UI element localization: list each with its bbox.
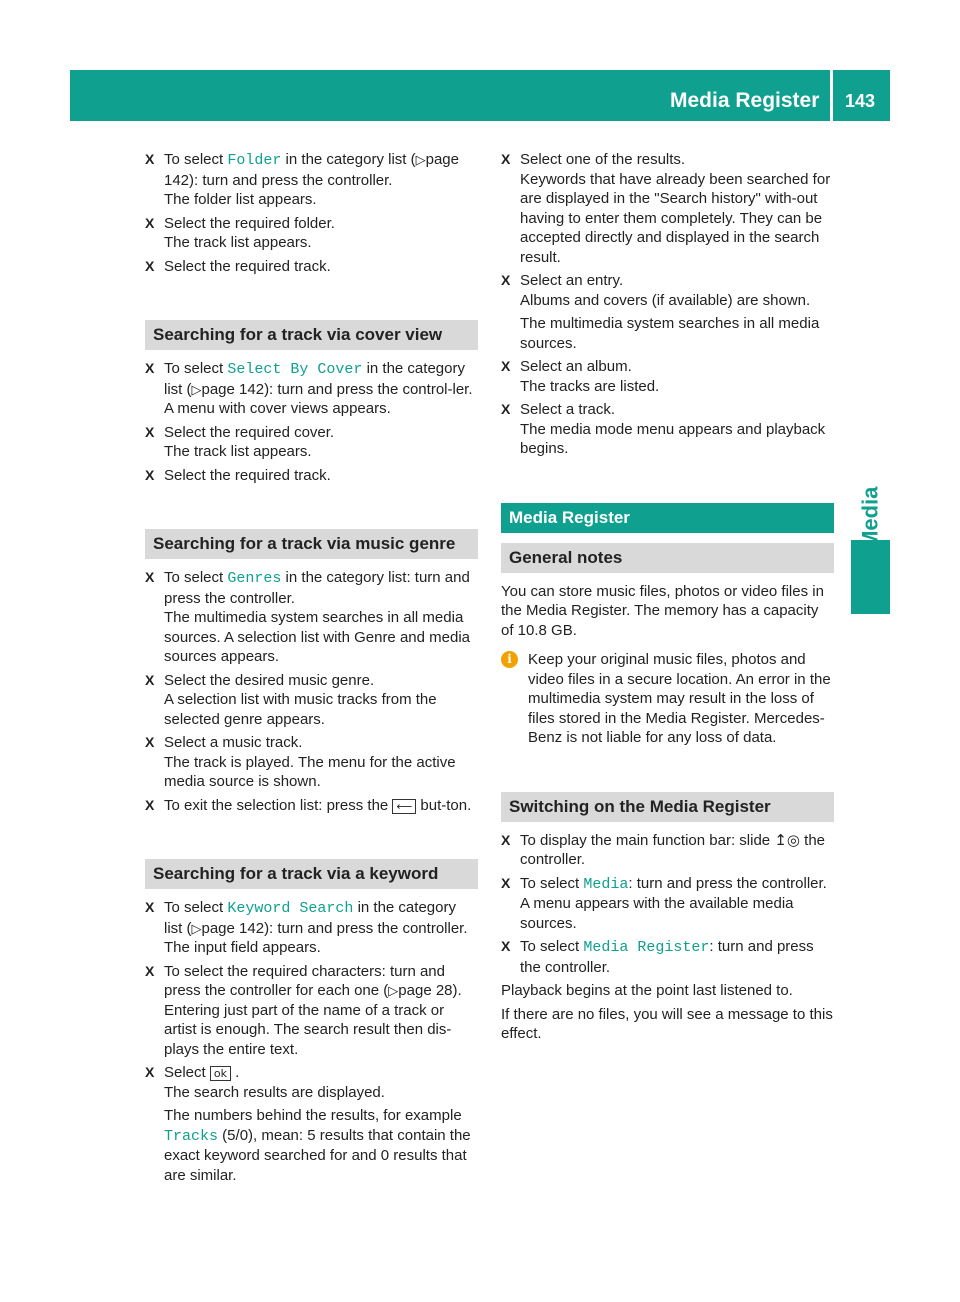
step-bullet-icon: X (501, 401, 511, 417)
step: X To exit the selection list: press the ⟵ but-ton. (145, 796, 472, 814)
page-ref-icon: ▷ (191, 381, 202, 397)
step-bullet-icon: X (145, 466, 155, 483)
page-title: Media Register (670, 89, 820, 112)
side-tab (851, 420, 890, 615)
right-column (501, 150, 834, 1048)
step: X To select Genres in the category list: turn and press the controller. The multimedia system searches in all media sources. A selection list with Genre and media sources appears. (145, 569, 470, 665)
step: X To select Keyword Search in the category list (▷page 142): turn and press the controller. The input field appears. (145, 899, 468, 956)
body-paragraph: Playback begins at the point last listened to. (501, 982, 793, 999)
section-heading: Searching for a track via music genre (145, 529, 478, 559)
step: X To select the required characters: turn and press the controller for each one (▷page 28). Entering just part of the name of a track or artist is enough. The search result then dis-plays the entire text. (145, 962, 462, 1058)
menu-item-media: Media (583, 875, 629, 893)
menu-item-select-by-cover: Select By Cover (227, 361, 363, 378)
menu-item-folder: Folder (227, 152, 282, 169)
step: X To select Media: turn and press the controller. A menu appears with the available media sources. (501, 874, 827, 932)
step-bullet-icon: X (145, 257, 155, 274)
step: X Select the required track. (145, 257, 331, 275)
chapter-heading: Media Register (501, 503, 834, 533)
section-heading: Switching on the Media Register (501, 792, 834, 822)
ok-icon: ok (210, 1066, 231, 1081)
step: X Select ok . The search results are displayed. The numbers behind the results, for example Tracks (5/0), mean: 5 results that contain the exact keyword searched for and 0 results that are similar. (145, 1064, 471, 1184)
section-heading: Searching for a track via a keyword (145, 859, 478, 889)
page-ref-icon: ▷ (415, 152, 426, 167)
step-bullet-icon: X (145, 899, 155, 915)
step-bullet-icon: X (501, 874, 511, 891)
step-bullet-icon: X (501, 831, 511, 848)
page-number: 143 (845, 91, 876, 111)
page-ref-icon: ▷ (191, 920, 202, 936)
menu-item-tracks: Tracks (164, 1127, 219, 1145)
step: X To display the main function bar: slide ↥◎ the controller. (501, 831, 826, 868)
step: X Select one of the results. Keywords that have already been searched for are displayed in the "Search history" with-out having to enter them completely. They can be accepted directly and displayed in the search result. (501, 151, 831, 266)
left-column (145, 150, 478, 1189)
step-bullet-icon: X (145, 423, 155, 440)
section-heading: General notes (501, 543, 834, 573)
step-bullet-icon: X (145, 734, 155, 750)
step: X To select Media Register: turn and press the controller. (501, 938, 814, 976)
step-bullet-icon: X (145, 671, 155, 688)
step-bullet-icon: X (145, 360, 155, 376)
step-bullet-icon: X (501, 938, 511, 954)
step: X Select a track. The media mode menu appears and playback begins. (501, 401, 826, 457)
step-bullet-icon: X (145, 962, 155, 979)
step-bullet-icon: X (145, 569, 155, 585)
menu-item-media-register: Media Register (583, 939, 710, 956)
slide-controller-icon: ↥◎ (774, 831, 800, 849)
step: X Select the required track. (145, 466, 331, 484)
info-note: i Keep your original music files, photos and video files in a secure location. An error in the multimedia system may result in the loss of files stored in the Media Register. Mercedes-Benz is not liable for any loss of data. (501, 650, 834, 748)
menu-item-genres: Genres (227, 570, 282, 587)
step-bullet-icon: X (501, 272, 511, 288)
step-bullet-icon: X (145, 151, 155, 167)
step: X Select an entry. Albums and covers (if available) are shown. The multimedia system searches in all media sources. (501, 272, 820, 352)
step: X To select Select By Cover in the category list (▷page 142): turn and press the control-ler. A menu with cover views appears. (145, 360, 473, 417)
step-bullet-icon: X (501, 358, 511, 374)
step-bullet-icon: X (145, 1064, 155, 1080)
step-bullet-icon: X (145, 214, 155, 231)
step: X Select the required folder. The track list appears. (145, 214, 335, 251)
body-paragraph: If there are no files, you will see a message to this effect. (501, 1005, 833, 1042)
side-tab-label: Media (857, 486, 883, 549)
step-bullet-icon: X (145, 796, 155, 813)
header-divider (830, 70, 833, 121)
step-bullet-icon: X (501, 151, 511, 167)
step: X Select an album. The tracks are listed. (501, 358, 660, 395)
page-ref-icon: ▷ (388, 983, 399, 998)
menu-item-keyword-search: Keyword Search (227, 900, 354, 917)
step: X Select the required cover. The track list appears. (145, 423, 335, 460)
info-icon: i (501, 651, 518, 668)
section-heading: Searching for a track via cover view (145, 320, 478, 350)
step: X Select the desired music genre. A selection list with music tracks from the selected genre appears. (145, 671, 437, 728)
step: X Select a music track. The track is played. The menu for the active media source is shown. (145, 734, 456, 790)
back-button-icon: ⟵ (392, 799, 416, 814)
body-paragraph: You can store music files, photos or video files in the Media Register. The memory has a capacity of 10.8 GB. (501, 582, 824, 639)
step: X To select Folder in the category list (▷page 142): turn and press the controller. The folder list appears. (145, 151, 459, 208)
